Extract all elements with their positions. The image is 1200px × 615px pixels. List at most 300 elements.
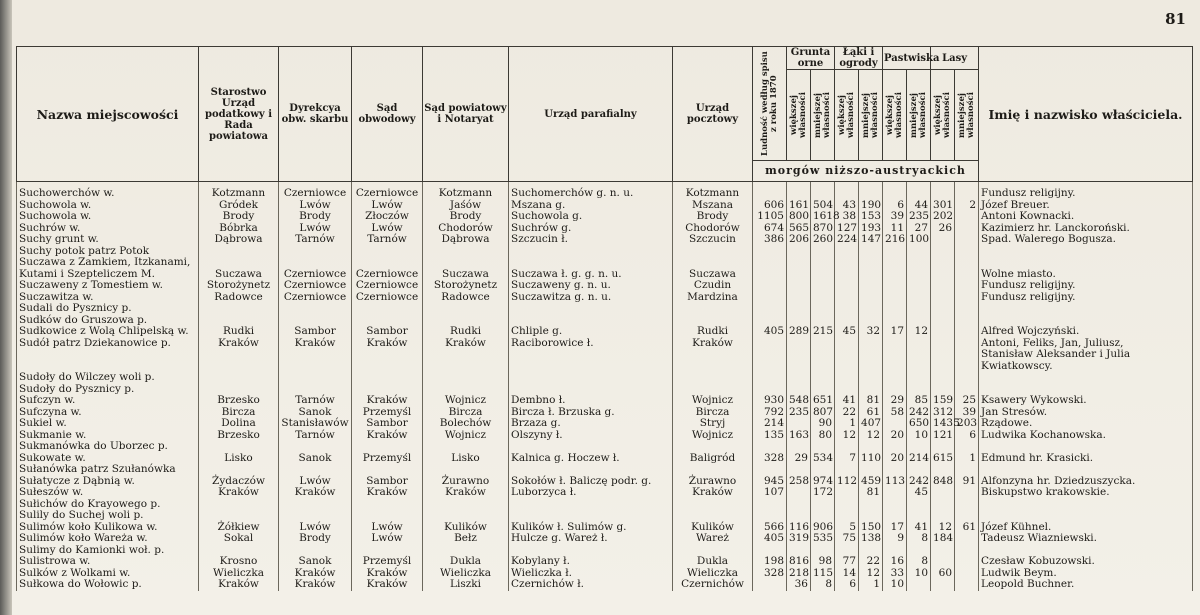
grunta-mniejsza-cell xyxy=(811,372,835,384)
grunta-mniejsza-cell: 8 xyxy=(811,579,835,591)
pastwiska-mniejsza-cell xyxy=(907,303,931,315)
ludnosc-cell xyxy=(753,269,787,281)
owner-cell: Fundusz religijny. xyxy=(979,182,1193,200)
register-body xyxy=(17,182,1193,591)
dyrekcya-cell: Kraków xyxy=(279,568,352,580)
grunta-mniejsza-cell: 974 xyxy=(811,476,835,488)
owner-cell: Alfonzyna hr. Dziedzuszycka. xyxy=(979,476,1193,488)
grunta-mniejsza-cell: 172 xyxy=(811,487,835,499)
grunta-mniejsza-cell xyxy=(811,257,835,269)
grunta-wieksza-cell xyxy=(787,372,811,384)
laki-mniejsza-cell: 459 xyxy=(859,476,883,488)
laki-mniejsza-cell: 12 xyxy=(859,430,883,442)
ludnosc-cell xyxy=(753,338,787,350)
lasy-mniejsza-cell xyxy=(955,315,979,327)
owner-cell: Ludwik Beym. xyxy=(979,568,1193,580)
poczta-cell: Kulików xyxy=(673,522,753,534)
sad-obwodowy-cell: Kraków xyxy=(352,487,423,499)
grunta-wieksza-cell: 206 xyxy=(787,234,811,246)
pastwiska-wieksza-cell: 58 xyxy=(883,407,907,419)
table-row xyxy=(17,246,1193,258)
poczta-cell xyxy=(673,464,753,476)
owner-cell: Kazimierz hr. Lanckoroński. xyxy=(979,223,1193,235)
poczta-cell: Brody xyxy=(673,211,753,223)
place-name: Suchowola w. xyxy=(17,211,199,223)
header-wieksza-lasy: większej własności xyxy=(931,70,955,161)
pastwiska-mniejsza-cell xyxy=(907,338,931,350)
parafia-cell: Czernichów ł. xyxy=(509,579,673,591)
sad-obwodowy-cell: Czerniowce xyxy=(352,280,423,292)
lasy-mniejsza-cell xyxy=(955,292,979,304)
lasy-mniejsza-cell xyxy=(955,499,979,511)
place-name: Sudków do Gruszowa p. xyxy=(17,315,199,327)
grunta-wieksza-cell xyxy=(787,418,811,430)
grunta-mniejsza-cell: 260 xyxy=(811,234,835,246)
sad-powiatowy-cell xyxy=(423,441,509,453)
lasy-wieksza-cell xyxy=(931,556,955,568)
lasy-mniejsza-cell xyxy=(955,326,979,338)
ludnosc-cell: 328 xyxy=(753,568,787,580)
table-row xyxy=(17,556,1193,568)
grunta-mniejsza-cell: 807 xyxy=(811,407,835,419)
parafia-cell xyxy=(509,349,673,361)
parafia-cell: Suczaweny g. n. u. xyxy=(509,280,673,292)
laki-wieksza-cell xyxy=(835,182,859,200)
grunta-mniejsza-cell xyxy=(811,349,835,361)
grunta-mniejsza-cell xyxy=(811,303,835,315)
lasy-wieksza-cell xyxy=(931,303,955,315)
dyrekcya-cell: Lwów xyxy=(279,200,352,212)
pastwiska-wieksza-cell: 33 xyxy=(883,568,907,580)
grunta-mniejsza-cell: 535 xyxy=(811,533,835,545)
sad-powiatowy-cell: Suczawa xyxy=(423,269,509,281)
parafia-cell xyxy=(509,246,673,258)
laki-mniejsza-cell xyxy=(859,303,883,315)
starostwo-cell: Bircza xyxy=(199,407,279,419)
starostwo-cell xyxy=(199,303,279,315)
header-lasy: Lasy xyxy=(931,47,979,70)
place-name: Suchy potok patrz Potok xyxy=(17,246,199,258)
ludnosc-cell xyxy=(753,257,787,269)
grunta-mniejsza-cell xyxy=(811,510,835,522)
lasy-wieksza-cell xyxy=(931,349,955,361)
starostwo-cell xyxy=(199,464,279,476)
poczta-cell xyxy=(673,510,753,522)
pastwiska-mniejsza-cell xyxy=(907,269,931,281)
pastwiska-mniejsza-cell: 45 xyxy=(907,487,931,499)
laki-wieksza-cell: 22 xyxy=(835,407,859,419)
laki-mniejsza-cell: 147 xyxy=(859,234,883,246)
grunta-wieksza-cell: 163 xyxy=(787,430,811,442)
lasy-wieksza-cell: 1435 xyxy=(931,418,955,430)
grunta-mniejsza-cell xyxy=(811,441,835,453)
lasy-mniejsza-cell xyxy=(955,568,979,580)
header-mniejsza-laki: mniejszej własności xyxy=(859,70,883,161)
lasy-mniejsza-cell xyxy=(955,349,979,361)
ludnosc-cell: 405 xyxy=(753,533,787,545)
dyrekcya-cell: Brody xyxy=(279,211,352,223)
pastwiska-mniejsza-cell xyxy=(907,372,931,384)
header-grunta: Grunta orne xyxy=(787,47,835,70)
pastwiska-wieksza-cell: 216 xyxy=(883,234,907,246)
lasy-mniejsza-cell xyxy=(955,361,979,373)
ludnosc-cell xyxy=(753,246,787,258)
dyrekcya-cell: Stanisławów xyxy=(279,418,352,430)
laki-wieksza-cell: 1 xyxy=(835,418,859,430)
dyrekcya-cell: Czerniowce xyxy=(279,182,352,200)
lasy-wieksza-cell xyxy=(931,372,955,384)
starostwo-cell: Dolina xyxy=(199,418,279,430)
lasy-wieksza-cell xyxy=(931,510,955,522)
dyrekcya-cell: Tarnów xyxy=(279,234,352,246)
lasy-wieksza-cell xyxy=(931,182,955,200)
sad-powiatowy-cell: Kraków xyxy=(423,487,509,499)
place-name: Sulimy do Kamionki woł. p. xyxy=(17,545,199,557)
lasy-mniejsza-cell xyxy=(955,269,979,281)
sad-obwodowy-cell xyxy=(352,361,423,373)
sad-obwodowy-cell xyxy=(352,349,423,361)
sad-powiatowy-cell xyxy=(423,464,509,476)
sad-obwodowy-cell: Kraków xyxy=(352,338,423,350)
sad-obwodowy-cell: Kraków xyxy=(352,395,423,407)
owner-cell: Edmund hr. Krasicki. xyxy=(979,453,1193,465)
pastwiska-mniejsza-cell xyxy=(907,280,931,292)
ludnosc-cell: 386 xyxy=(753,234,787,246)
owner-cell: Józef Kühnel. xyxy=(979,522,1193,534)
sad-powiatowy-cell xyxy=(423,372,509,384)
lasy-mniejsza-cell: 91 xyxy=(955,476,979,488)
starostwo-cell xyxy=(199,499,279,511)
table-row xyxy=(17,533,1193,545)
lasy-wieksza-cell xyxy=(931,292,955,304)
poczta-cell: Bircza xyxy=(673,407,753,419)
pastwiska-mniejsza-cell: 12 xyxy=(907,326,931,338)
laki-mniejsza-cell: 150 xyxy=(859,522,883,534)
grunta-wieksza-cell xyxy=(787,487,811,499)
lasy-wieksza-cell: 60 xyxy=(931,568,955,580)
ludnosc-cell: 566 xyxy=(753,522,787,534)
laki-mniejsza-cell: 22 xyxy=(859,556,883,568)
pastwiska-mniejsza-cell: 8 xyxy=(907,556,931,568)
starostwo-cell: Kraków xyxy=(199,338,279,350)
pastwiska-mniejsza-cell: 10 xyxy=(907,430,931,442)
pastwiska-wieksza-cell xyxy=(883,303,907,315)
laki-wieksza-cell xyxy=(835,338,859,350)
grunta-wieksza-cell xyxy=(787,499,811,511)
laki-mniejsza-cell: 81 xyxy=(859,487,883,499)
place-name: Sułeszów w. xyxy=(17,487,199,499)
poczta-cell: Wareż xyxy=(673,533,753,545)
starostwo-cell xyxy=(199,257,279,269)
table-row xyxy=(17,499,1193,511)
poczta-cell xyxy=(673,441,753,453)
grunta-wieksza-cell xyxy=(787,182,811,200)
grunta-mniejsza-cell xyxy=(811,464,835,476)
poczta-cell xyxy=(673,246,753,258)
grunta-mniejsza-cell xyxy=(811,269,835,281)
laki-mniejsza-cell xyxy=(859,257,883,269)
sad-powiatowy-cell: Wojnicz xyxy=(423,430,509,442)
lasy-mniejsza-cell: 61 xyxy=(955,522,979,534)
grunta-wieksza-cell: 29 xyxy=(787,453,811,465)
lasy-wieksza-cell xyxy=(931,499,955,511)
pastwiska-wieksza-cell xyxy=(883,499,907,511)
pastwiska-mniejsza-cell: 8 xyxy=(907,533,931,545)
header-wieksza-grunta: większej własności xyxy=(787,70,811,161)
grunta-mniejsza-cell: 906 xyxy=(811,522,835,534)
parafia-cell: Luborzyca ł. xyxy=(509,487,673,499)
lasy-mniejsza-cell xyxy=(955,510,979,522)
place-name: Sułatycze z Dąbnią w. xyxy=(17,476,199,488)
laki-mniejsza-cell xyxy=(859,464,883,476)
sad-powiatowy-cell xyxy=(423,499,509,511)
lasy-mniejsza-cell: 25 xyxy=(955,395,979,407)
grunta-wieksza-cell: 548 xyxy=(787,395,811,407)
starostwo-cell: Suczawa xyxy=(199,269,279,281)
sad-powiatowy-cell xyxy=(423,349,509,361)
place-name: Sulistrowa w. xyxy=(17,556,199,568)
parafia-cell: Suchomerchów g. n. u. xyxy=(509,182,673,200)
ludnosc-cell xyxy=(753,303,787,315)
dyrekcya-cell xyxy=(279,257,352,269)
dyrekcya-cell xyxy=(279,361,352,373)
dyrekcya-cell: Czerniowce xyxy=(279,280,352,292)
poczta-cell: Dukla xyxy=(673,556,753,568)
sad-obwodowy-cell xyxy=(352,464,423,476)
owner-cell xyxy=(979,464,1193,476)
parafia-cell xyxy=(509,464,673,476)
poczta-cell: Stryj xyxy=(673,418,753,430)
laki-mniejsza-cell xyxy=(859,441,883,453)
owner-cell xyxy=(979,372,1193,384)
pastwiska-wieksza-cell xyxy=(883,269,907,281)
table-row xyxy=(17,510,1193,522)
lasy-mniejsza-cell xyxy=(955,257,979,269)
sad-obwodowy-cell: Lwów xyxy=(352,522,423,534)
pastwiska-wieksza-cell: 39 xyxy=(883,211,907,223)
ludnosc-cell: 674 xyxy=(753,223,787,235)
starostwo-cell: Brzesko xyxy=(199,395,279,407)
sad-powiatowy-cell: Żurawno xyxy=(423,476,509,488)
pastwiska-wieksza-cell xyxy=(883,182,907,200)
grunta-wieksza-cell: 161 xyxy=(787,200,811,212)
dyrekcya-cell: Brody xyxy=(279,533,352,545)
ludnosc-cell: 328 xyxy=(753,453,787,465)
starostwo-cell: Rudki xyxy=(199,326,279,338)
laki-wieksza-cell xyxy=(835,269,859,281)
parafia-cell: Kobylany ł. xyxy=(509,556,673,568)
grunta-wieksza-cell xyxy=(787,338,811,350)
starostwo-cell: Kotzmann xyxy=(199,182,279,200)
lasy-wieksza-cell: 615 xyxy=(931,453,955,465)
owner-cell xyxy=(979,441,1193,453)
sad-powiatowy-cell xyxy=(423,257,509,269)
laki-wieksza-cell: 14 xyxy=(835,568,859,580)
starostwo-cell: Krosno xyxy=(199,556,279,568)
sad-obwodowy-cell: Złoczów xyxy=(352,211,423,223)
place-name: Sukmanówka do Uborzec p. xyxy=(17,441,199,453)
starostwo-cell: Żydaczów xyxy=(199,476,279,488)
owner-cell: Czesław Kobuzowski. xyxy=(979,556,1193,568)
ludnosc-cell: 405 xyxy=(753,326,787,338)
owner-cell: Fundusz religijny. xyxy=(979,292,1193,304)
lasy-wieksza-cell: 159 xyxy=(931,395,955,407)
grunta-mniejsza-cell xyxy=(811,246,835,258)
grunta-wieksza-cell xyxy=(787,510,811,522)
table-row xyxy=(17,418,1193,430)
laki-mniejsza-cell: 153 xyxy=(859,211,883,223)
laki-mniejsza-cell xyxy=(859,269,883,281)
sad-powiatowy-cell xyxy=(423,303,509,315)
parafia-cell: Bircza ł. Brzuska g. xyxy=(509,407,673,419)
table-row xyxy=(17,303,1193,315)
place-name: Sulków z Wolkami w. xyxy=(17,568,199,580)
lasy-mniejsza-cell: 39 xyxy=(955,407,979,419)
grunta-mniejsza-cell: 534 xyxy=(811,453,835,465)
pastwiska-mniejsza-cell xyxy=(907,349,931,361)
dyrekcya-cell xyxy=(279,349,352,361)
laki-wieksza-cell: 12 xyxy=(835,430,859,442)
parafia-cell xyxy=(509,372,673,384)
grunta-wieksza-cell xyxy=(787,303,811,315)
poczta-cell: Wieliczka xyxy=(673,568,753,580)
grunta-wieksza-cell: 289 xyxy=(787,326,811,338)
lasy-wieksza-cell: 12 xyxy=(931,522,955,534)
sad-powiatowy-cell: Wieliczka xyxy=(423,568,509,580)
pastwiska-wieksza-cell xyxy=(883,372,907,384)
lasy-mniejsza-cell: 6 xyxy=(955,430,979,442)
sad-powiatowy-cell xyxy=(423,510,509,522)
pastwiska-wieksza-cell: 17 xyxy=(883,522,907,534)
header-sad-powiatowy: Sąd powiatowy i Notaryat xyxy=(423,47,509,182)
place-name xyxy=(17,349,199,361)
pastwiska-mniejsza-cell: 214 xyxy=(907,453,931,465)
sad-obwodowy-cell: Sambor xyxy=(352,476,423,488)
sad-obwodowy-cell xyxy=(352,303,423,315)
laki-mniejsza-cell xyxy=(859,499,883,511)
starostwo-cell: Sokal xyxy=(199,533,279,545)
owner-cell xyxy=(979,510,1193,522)
starostwo-cell: Kraków xyxy=(199,579,279,591)
place-name: Sukiel w. xyxy=(17,418,199,430)
laki-wieksza-cell: 112 xyxy=(835,476,859,488)
grunta-mniejsza-cell: 215 xyxy=(811,326,835,338)
pastwiska-mniejsza-cell: 100 xyxy=(907,234,931,246)
lasy-mniejsza-cell xyxy=(955,556,979,568)
place-name: Suchowola w. xyxy=(17,200,199,212)
lasy-mniejsza-cell xyxy=(955,545,979,557)
grunta-wieksza-cell: 565 xyxy=(787,223,811,235)
dyrekcya-cell: Tarnów xyxy=(279,430,352,442)
dyrekcya-cell: Sanok xyxy=(279,407,352,419)
owner-cell: Leopold Buchner. xyxy=(979,579,1193,591)
laki-mniejsza-cell: 190 xyxy=(859,200,883,212)
sad-powiatowy-cell: Bircza xyxy=(423,407,509,419)
grunta-wieksza-cell: 36 xyxy=(787,579,811,591)
owner-cell: Alfred Wojczyński. xyxy=(979,326,1193,338)
parafia-cell: Chliple g. xyxy=(509,326,673,338)
pastwiska-wieksza-cell xyxy=(883,418,907,430)
laki-wieksza-cell xyxy=(835,303,859,315)
pastwiska-wieksza-cell xyxy=(883,292,907,304)
ludnosc-cell xyxy=(753,280,787,292)
sad-obwodowy-cell xyxy=(352,510,423,522)
place-name: Sukmanie w. xyxy=(17,430,199,442)
sad-obwodowy-cell: Lwów xyxy=(352,200,423,212)
laki-mniejsza-cell: 12 xyxy=(859,568,883,580)
ludnosc-cell xyxy=(753,182,787,200)
grunta-wieksza-cell xyxy=(787,349,811,361)
grunta-wieksza-cell: 816 xyxy=(787,556,811,568)
lasy-mniejsza-cell xyxy=(955,303,979,315)
lasy-wieksza-cell xyxy=(931,441,955,453)
header-ludnosc: Ludność według spisu z roku 1870 xyxy=(753,47,787,161)
place-name: Sufczyna w. xyxy=(17,407,199,419)
laki-wieksza-cell: 77 xyxy=(835,556,859,568)
sad-obwodowy-cell: Przemyśl xyxy=(352,407,423,419)
pastwiska-mniejsza-cell xyxy=(907,292,931,304)
owner-cell: Spad. Walerego Bogusza. xyxy=(979,234,1193,246)
table-row xyxy=(17,361,1193,373)
pastwiska-mniejsza-cell xyxy=(907,441,931,453)
sad-obwodowy-cell: Kraków xyxy=(352,430,423,442)
header-owner: Imię i nazwisko właściciela. xyxy=(979,47,1193,182)
sad-obwodowy-cell xyxy=(352,372,423,384)
header-wieksza-laki: większej własności xyxy=(835,70,859,161)
owner-cell: Antoni Kownacki. xyxy=(979,211,1193,223)
lasy-wieksza-cell xyxy=(931,234,955,246)
lasy-wieksza-cell xyxy=(931,246,955,258)
place-name: Sudkowice z Wolą Chlipelską w. xyxy=(17,326,199,338)
pastwiska-wieksza-cell xyxy=(883,441,907,453)
pastwiska-wieksza-cell: 113 xyxy=(883,476,907,488)
header-mniejsza-pastwiska: mniejszej własności xyxy=(907,70,931,161)
lasy-wieksza-cell: 121 xyxy=(931,430,955,442)
starostwo-cell xyxy=(199,441,279,453)
sad-powiatowy-cell: Liszki xyxy=(423,579,509,591)
ludnosc-cell: 792 xyxy=(753,407,787,419)
ludnosc-cell: 930 xyxy=(753,395,787,407)
poczta-cell xyxy=(673,361,753,373)
sad-obwodowy-cell: Lwów xyxy=(352,533,423,545)
place-name: Suczaweny z Tomestiem w. xyxy=(17,280,199,292)
dyrekcya-cell: Czerniowce xyxy=(279,292,352,304)
grunta-mniejsza-cell: 651 xyxy=(811,395,835,407)
pastwiska-wieksza-cell xyxy=(883,280,907,292)
sad-powiatowy-cell: Dukla xyxy=(423,556,509,568)
dyrekcya-cell xyxy=(279,372,352,384)
header-laki: Łąki i ogrody xyxy=(835,47,883,70)
table-row xyxy=(17,579,1193,591)
header-name: Nazwa miejscowości xyxy=(17,47,199,182)
sad-powiatowy-cell: Kotzmann xyxy=(423,182,509,200)
starostwo-cell: Brzesko xyxy=(199,430,279,442)
sad-obwodowy-cell: Kraków xyxy=(352,568,423,580)
lasy-wieksza-cell: 26 xyxy=(931,223,955,235)
dyrekcya-cell: Tarnów xyxy=(279,395,352,407)
owner-cell xyxy=(979,303,1193,315)
pastwiska-mniejsza-cell: 27 xyxy=(907,223,931,235)
lasy-wieksza-cell xyxy=(931,487,955,499)
ludnosc-cell xyxy=(753,499,787,511)
grunta-mniejsza-cell: 504 xyxy=(811,200,835,212)
parafia-cell: Suchrów g. xyxy=(509,223,673,235)
pastwiska-wieksza-cell: 9 xyxy=(883,533,907,545)
dyrekcya-cell xyxy=(279,246,352,258)
lasy-wieksza-cell xyxy=(931,257,955,269)
ludnosc-cell xyxy=(753,372,787,384)
pastwiska-wieksza-cell: 6 xyxy=(883,200,907,212)
